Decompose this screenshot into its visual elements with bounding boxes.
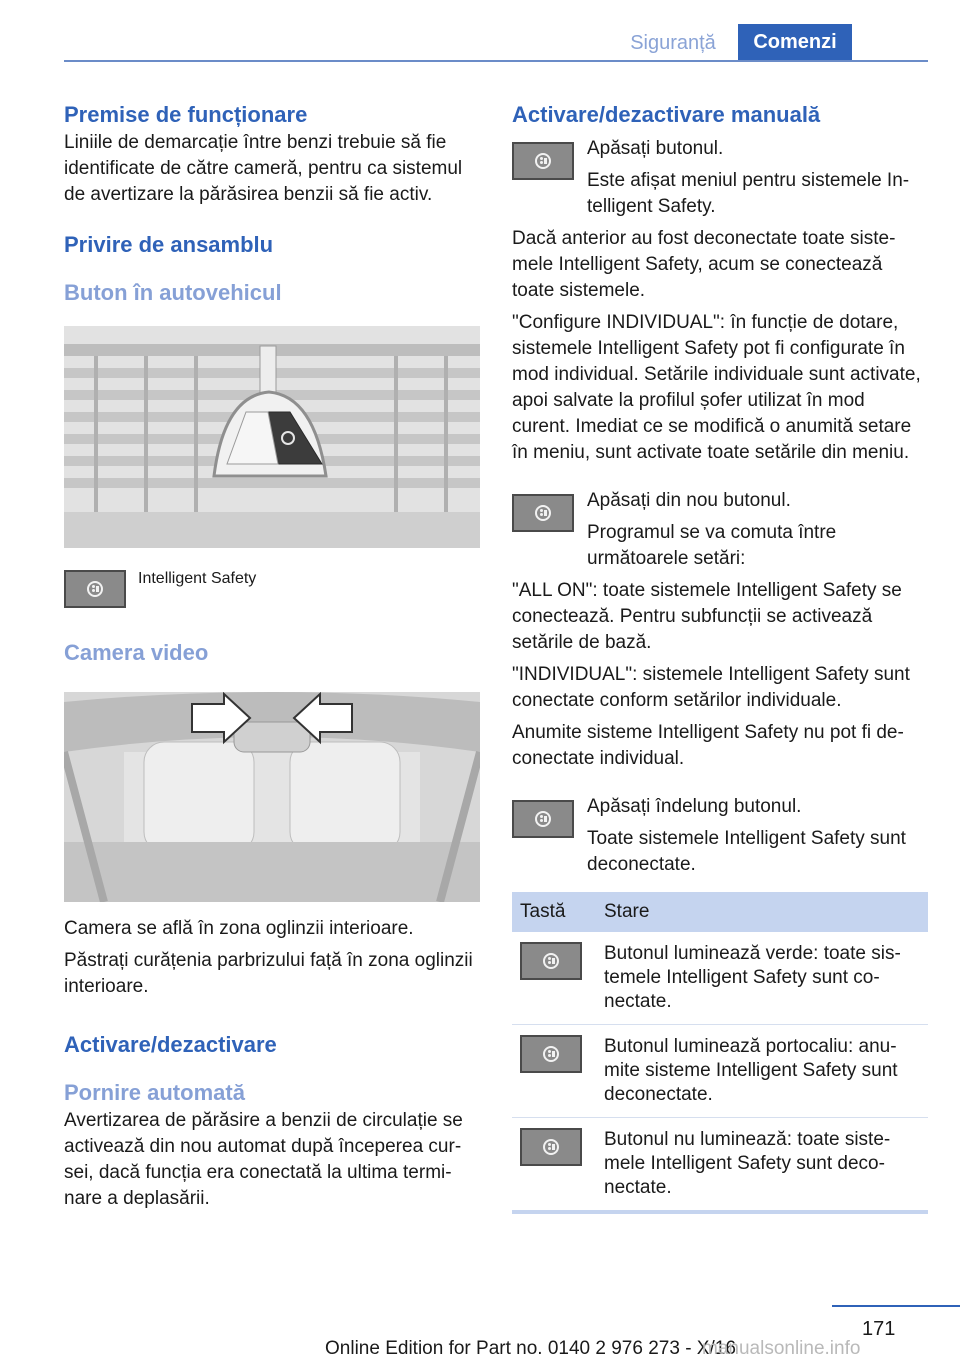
left-column	[64, 100, 480, 1212]
overview-heading: Privire de ansamblu	[64, 232, 274, 257]
button-off-icon	[520, 1128, 582, 1166]
footer-rule	[832, 1305, 960, 1307]
column-header-key: Tastă	[512, 892, 596, 932]
button-orange-icon	[520, 1035, 582, 1073]
step-press-again-line2: Programul se va comuta între următoarele setări:	[587, 522, 837, 569]
button-green-icon	[520, 942, 582, 980]
configure-individual-text: "Configure INDIVIDUAL": în funcție de dotare, sistemele Intelligent Safety pot fi configurate în mod individual. Setările individuale sunt activate, apoi salvate la profilul șofer utilizat în mod curent. Imediat ce se modifică o anumită setare în meniu, sunt activate toate setările din meniu.	[512, 312, 921, 463]
camera-photo	[64, 692, 480, 902]
step-press-line1: Apăsați butonul.	[587, 138, 724, 159]
table-header-row	[512, 892, 928, 932]
section-tab-comenzi[interactable]: Comenzi	[738, 24, 852, 60]
all-on-text: "ALL ON": toate sistemele Intelligent Safety se conectează. Pentru subfuncții se activează setările de bază.	[512, 580, 902, 653]
section-tab-siguranta[interactable]: Siguranță	[630, 32, 716, 54]
column-header-state: Stare	[596, 892, 928, 932]
individual-text: "INDIVIDUAL": sistemele Intelligent Safety sunt conectate conform setărilor individuale.	[512, 664, 910, 711]
state-cell: Butonul nu luminează: toate sistemele Intelligent Safety sunt deconectate.	[596, 1118, 928, 1213]
page-number: 171	[862, 1318, 896, 1340]
key-cell	[512, 932, 596, 1025]
header-rule	[64, 60, 928, 62]
table-row	[512, 932, 928, 1025]
manual-heading: Activare/dezactivare manuală	[512, 102, 821, 127]
dashboard-button-photo	[64, 326, 480, 548]
state-cell: Butonul luminează portocaliu: anumite sisteme Intelligent Safety sunt deconectate.	[596, 1025, 928, 1118]
cannot-disable-text: Anumite sisteme Intelligent Safety nu pot fi deconectate individual.	[512, 722, 904, 769]
activation-heading: Activare/dezactivare	[64, 1032, 277, 1057]
step-press-again	[512, 488, 928, 572]
step-press	[512, 136, 928, 220]
button-in-car-heading: Buton în autovehicul	[64, 280, 282, 305]
camera-heading: Camera video	[64, 640, 209, 665]
state-cell: Butonul luminează verde: toate sistemele Intelligent Safety sunt conectate.	[596, 932, 928, 1025]
button-caption: Intelligent Safety	[138, 570, 257, 587]
step-long-press-line1: Apăsați îndelung butonul.	[587, 796, 802, 817]
intelligent-safety-button-icon	[512, 494, 574, 532]
step-press-again-line1: Apăsați din nou butonul.	[587, 490, 791, 511]
auto-start-heading: Pornire automată	[64, 1080, 245, 1105]
edition-text: Online Edition for Part no. 0140 2 976 273 - X/16	[325, 1338, 736, 1359]
premise-text: Liniile de demarcație între benzi trebuie să fie identificate de către cameră, pentru ca sistemul de avertizare la părăsirea benzii să fie activ.	[64, 132, 463, 205]
camera-location-text: Camera se află în zona oglinzii interioare.	[64, 918, 414, 939]
watermark: manualsonline.info	[702, 1338, 861, 1359]
all-systems-text: Dacă anterior au fost deconectate toate sistemele Intelligent Safety, acum se conectează toate sistemele.	[512, 228, 896, 301]
key-state-table	[512, 892, 928, 1214]
step-long-press	[512, 794, 928, 878]
premise-heading: Premise de funcționare	[64, 102, 308, 127]
key-cell	[512, 1025, 596, 1118]
table-row	[512, 1118, 928, 1213]
right-column	[512, 100, 928, 1214]
step-press-line2: Este afișat meniul pentru sistemele Intelligent Safety.	[587, 170, 910, 217]
auto-start-text: Avertizarea de părăsire a benzii de circulație se activează din nou automat după începerea cursei, dacă funcția era conectată la ultima terminare a deplasării.	[64, 1110, 463, 1209]
page-header	[0, 0, 960, 66]
key-cell	[512, 1118, 596, 1213]
table-row	[512, 1025, 928, 1118]
button-legend	[64, 570, 480, 608]
step-long-press-line2: Toate sistemele Intelligent Safety sunt deconectate.	[587, 828, 906, 875]
intelligent-safety-button-icon	[512, 142, 574, 180]
intelligent-safety-button-icon	[64, 570, 126, 608]
intelligent-safety-button-icon	[512, 800, 574, 838]
camera-clean-text: Păstrați curățenia parbrizului față în zona oglinzii interioare.	[64, 950, 473, 997]
